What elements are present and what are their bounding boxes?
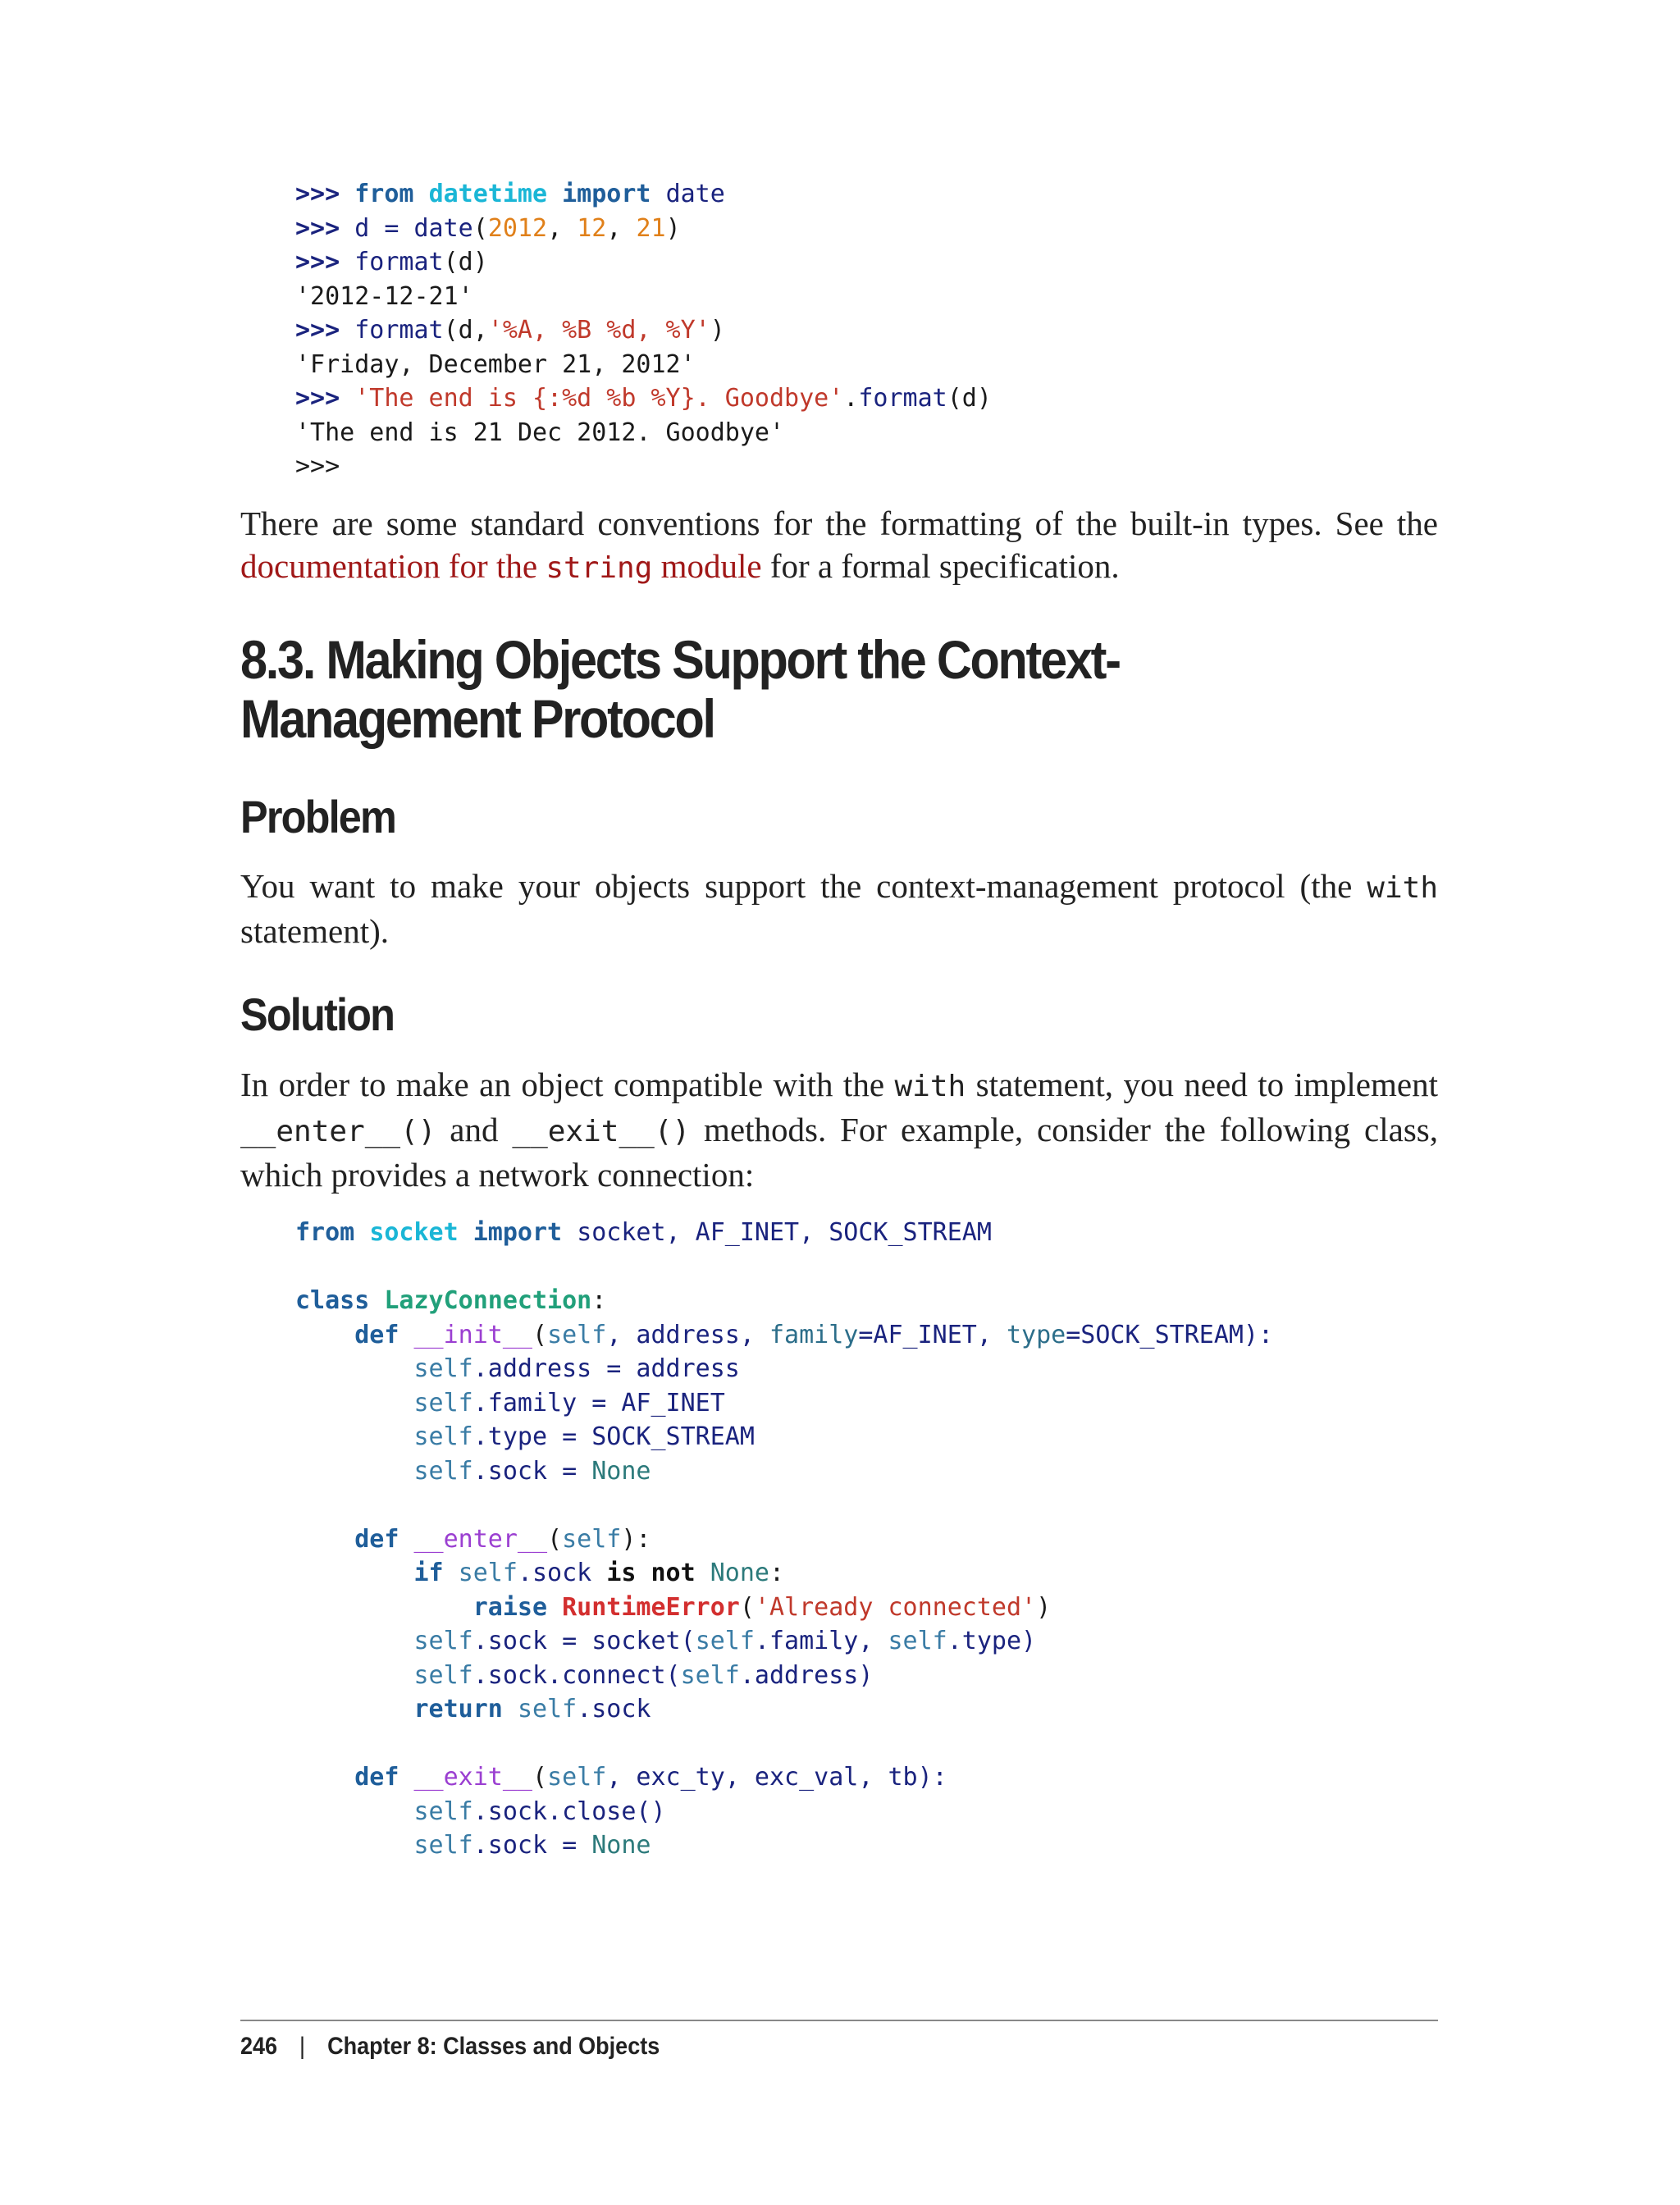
code-token: , address, bbox=[606, 1320, 769, 1349]
code-token bbox=[295, 1457, 414, 1486]
footer-divider bbox=[240, 2020, 1438, 2021]
code-block-lazy-connection bbox=[295, 1216, 1273, 1863]
code-line bbox=[295, 348, 992, 382]
code-token: 2012 bbox=[487, 213, 548, 243]
code-block-datetime-format bbox=[295, 177, 992, 484]
code-line bbox=[295, 1591, 1273, 1625]
code-token: self bbox=[413, 1422, 473, 1451]
code-token: ) bbox=[710, 316, 725, 345]
code-token: , bbox=[547, 213, 578, 243]
chapter-title: Chapter 8: Classes and Objects bbox=[327, 2033, 660, 2060]
code-token: self bbox=[517, 1695, 578, 1723]
code-token: ) bbox=[1036, 1592, 1052, 1622]
code-line bbox=[295, 313, 992, 348]
code-token bbox=[295, 1797, 414, 1826]
code-line bbox=[295, 1284, 1273, 1318]
code-token: format bbox=[354, 316, 444, 345]
code-line bbox=[295, 1318, 1273, 1353]
code-token: None bbox=[591, 1831, 651, 1860]
code-token: ( bbox=[532, 1320, 548, 1349]
code-token: self bbox=[413, 1660, 473, 1690]
code-token: '2012-12-21' bbox=[295, 281, 473, 311]
code-line bbox=[295, 280, 992, 314]
code-line bbox=[295, 1828, 1273, 1863]
code-token: 'The end is 21 Dec 2012. Goodbye' bbox=[295, 418, 785, 447]
code-token: .family = AF_INET bbox=[472, 1388, 725, 1418]
code-token: self bbox=[458, 1559, 518, 1587]
code-token: .family, bbox=[754, 1627, 888, 1655]
code-token: (d, bbox=[443, 316, 488, 345]
code-token: RuntimeError bbox=[562, 1592, 740, 1622]
code-token: socket bbox=[369, 1218, 459, 1247]
code-line bbox=[295, 1250, 1273, 1285]
code-token: self bbox=[413, 1831, 473, 1860]
code-line bbox=[295, 450, 992, 484]
code-line bbox=[295, 1795, 1273, 1829]
code-token: import bbox=[547, 180, 666, 208]
code-token: ( bbox=[547, 1524, 563, 1554]
footer-separator: | bbox=[299, 2033, 306, 2060]
code-token: ( bbox=[739, 1592, 755, 1622]
code-token: ( bbox=[472, 213, 488, 243]
code-token: LazyConnection bbox=[384, 1286, 592, 1315]
code-token: (d) bbox=[443, 248, 488, 276]
code-token: 'Friday, December 21, 2012' bbox=[295, 349, 696, 379]
code-token bbox=[295, 1831, 414, 1860]
code-token: '%A, %B %d, %Y' bbox=[487, 316, 710, 345]
code-token: 21 bbox=[636, 213, 666, 243]
code-line bbox=[295, 1352, 1273, 1386]
code-token: .sock.close() bbox=[472, 1796, 666, 1826]
code-token: format bbox=[858, 384, 947, 413]
code-token: , bbox=[606, 213, 637, 243]
code-token: self bbox=[413, 1627, 473, 1655]
code-token: self bbox=[413, 1354, 473, 1383]
code-token: def bbox=[354, 1763, 414, 1792]
code-token: .sock bbox=[517, 1559, 607, 1587]
code-token: self bbox=[547, 1320, 607, 1349]
code-token: .sock = bbox=[472, 1456, 592, 1486]
code-token: date bbox=[413, 213, 473, 243]
code-token: self bbox=[680, 1660, 740, 1690]
problem-text: You want to make your objects support the context-management protocol (the with statement). bbox=[240, 867, 1438, 950]
code-token: self bbox=[695, 1627, 755, 1655]
code-token: self bbox=[562, 1524, 622, 1554]
code-line bbox=[295, 1692, 1273, 1727]
code-token: .sock = bbox=[472, 1831, 592, 1860]
code-line bbox=[295, 1727, 1273, 1761]
page-number: 246 bbox=[240, 2033, 278, 2060]
code-token: >>> bbox=[295, 452, 340, 481]
code-token: self bbox=[413, 1388, 473, 1418]
code-token: , exc_ty, exc_val, tb): bbox=[606, 1763, 947, 1792]
code-token: self bbox=[547, 1763, 607, 1792]
code-token: . bbox=[843, 384, 859, 413]
code-token: >>> bbox=[295, 180, 355, 208]
code-line bbox=[295, 177, 992, 212]
code-token: >>> bbox=[295, 248, 355, 276]
documentation-link[interactable]: documentation for the string module bbox=[240, 547, 762, 585]
code-token: (d) bbox=[947, 384, 992, 413]
code-token: .address) bbox=[739, 1660, 874, 1690]
code-line bbox=[295, 381, 992, 416]
code-token bbox=[295, 1422, 414, 1451]
code-token: raise bbox=[472, 1592, 563, 1622]
code-line bbox=[295, 1216, 1273, 1250]
code-token: 'Already connected' bbox=[754, 1592, 1037, 1622]
code-token bbox=[295, 1354, 414, 1383]
code-line bbox=[295, 1760, 1273, 1795]
code-token: ): bbox=[621, 1524, 651, 1554]
code-token: return bbox=[413, 1695, 518, 1723]
code-token: socket, AF_INET, SOCK_STREAM bbox=[577, 1218, 992, 1247]
code-line bbox=[295, 1522, 1273, 1557]
code-token: self bbox=[888, 1627, 947, 1655]
code-token: =AF_INET, bbox=[858, 1320, 1007, 1349]
code-token: from bbox=[295, 1218, 370, 1247]
problem-heading: Problem bbox=[240, 791, 396, 842]
code-token: >>> bbox=[295, 384, 355, 413]
code-token: type bbox=[1007, 1320, 1066, 1349]
code-token: datetime bbox=[428, 180, 548, 208]
code-token bbox=[295, 1593, 473, 1622]
code-token: __init__ bbox=[413, 1320, 532, 1349]
code-token: >>> bbox=[295, 316, 355, 345]
code-line bbox=[295, 1488, 1273, 1522]
code-token: .sock = socket( bbox=[472, 1627, 696, 1655]
code-token bbox=[295, 1321, 354, 1349]
code-token bbox=[295, 1763, 354, 1792]
code-line bbox=[295, 212, 992, 246]
code-token: .sock bbox=[577, 1695, 651, 1723]
code-token: self bbox=[413, 1796, 473, 1826]
code-token: self bbox=[413, 1456, 473, 1486]
code-token: from bbox=[354, 180, 429, 208]
solution-text: In order to make an object compatible with the with statement, you need to implement __enter__() and __exit__() methods. For example, consider the following class, which provides a network connection: bbox=[240, 1066, 1439, 1194]
code-token: __enter__ bbox=[413, 1524, 548, 1554]
code-token bbox=[295, 1525, 354, 1554]
code-token bbox=[295, 1661, 414, 1690]
code-token: family bbox=[769, 1320, 859, 1349]
code-token bbox=[295, 1695, 414, 1723]
code-token: def bbox=[354, 1320, 414, 1349]
code-token: : bbox=[769, 1559, 785, 1587]
code-line bbox=[295, 1420, 1273, 1454]
solution-heading: Solution bbox=[240, 988, 395, 1040]
code-token: __exit__ bbox=[413, 1763, 532, 1792]
paragraph-format-conventions: There are some standard conventions for the formatting of the built-in types. See the documentation for the string module for a formal specification. bbox=[240, 504, 1438, 585]
code-token bbox=[295, 1559, 414, 1587]
code-token: None bbox=[591, 1456, 651, 1486]
code-token: : bbox=[591, 1286, 607, 1315]
code-line bbox=[295, 1659, 1273, 1693]
code-token: 12 bbox=[577, 213, 607, 243]
page-footer bbox=[240, 2033, 660, 2061]
code-token: .type) bbox=[947, 1627, 1037, 1655]
code-token: .address = address bbox=[472, 1354, 740, 1383]
code-token: .sock.connect( bbox=[472, 1660, 681, 1690]
code-line bbox=[295, 1556, 1273, 1591]
code-token: 'The end is {:%d %b %Y}. Goodbye' bbox=[354, 384, 844, 413]
code-token: if bbox=[413, 1559, 459, 1587]
code-token: d = bbox=[354, 213, 414, 243]
code-token bbox=[295, 1389, 414, 1418]
code-token: def bbox=[354, 1524, 414, 1554]
code-token: class bbox=[295, 1286, 385, 1315]
code-token: .type = SOCK_STREAM bbox=[472, 1422, 755, 1451]
code-token: ) bbox=[665, 213, 681, 243]
code-token: >>> bbox=[295, 213, 355, 243]
code-token bbox=[295, 1627, 414, 1655]
code-line bbox=[295, 1624, 1273, 1659]
code-line bbox=[295, 245, 992, 280]
code-token: is not bbox=[606, 1559, 710, 1587]
code-token: import bbox=[458, 1218, 578, 1247]
code-token: ( bbox=[532, 1763, 548, 1792]
code-line bbox=[295, 416, 992, 450]
code-token: None bbox=[710, 1559, 769, 1587]
with-keyword-code: with bbox=[1367, 871, 1438, 905]
code-line bbox=[295, 1454, 1273, 1489]
section-title: 8.3. Making Objects Support the Context-Management Protocol bbox=[240, 629, 1120, 749]
code-token: =SOCK_STREAM): bbox=[1066, 1320, 1274, 1349]
code-token: date bbox=[665, 180, 725, 208]
code-line bbox=[295, 1386, 1273, 1421]
code-token: format bbox=[354, 248, 444, 276]
